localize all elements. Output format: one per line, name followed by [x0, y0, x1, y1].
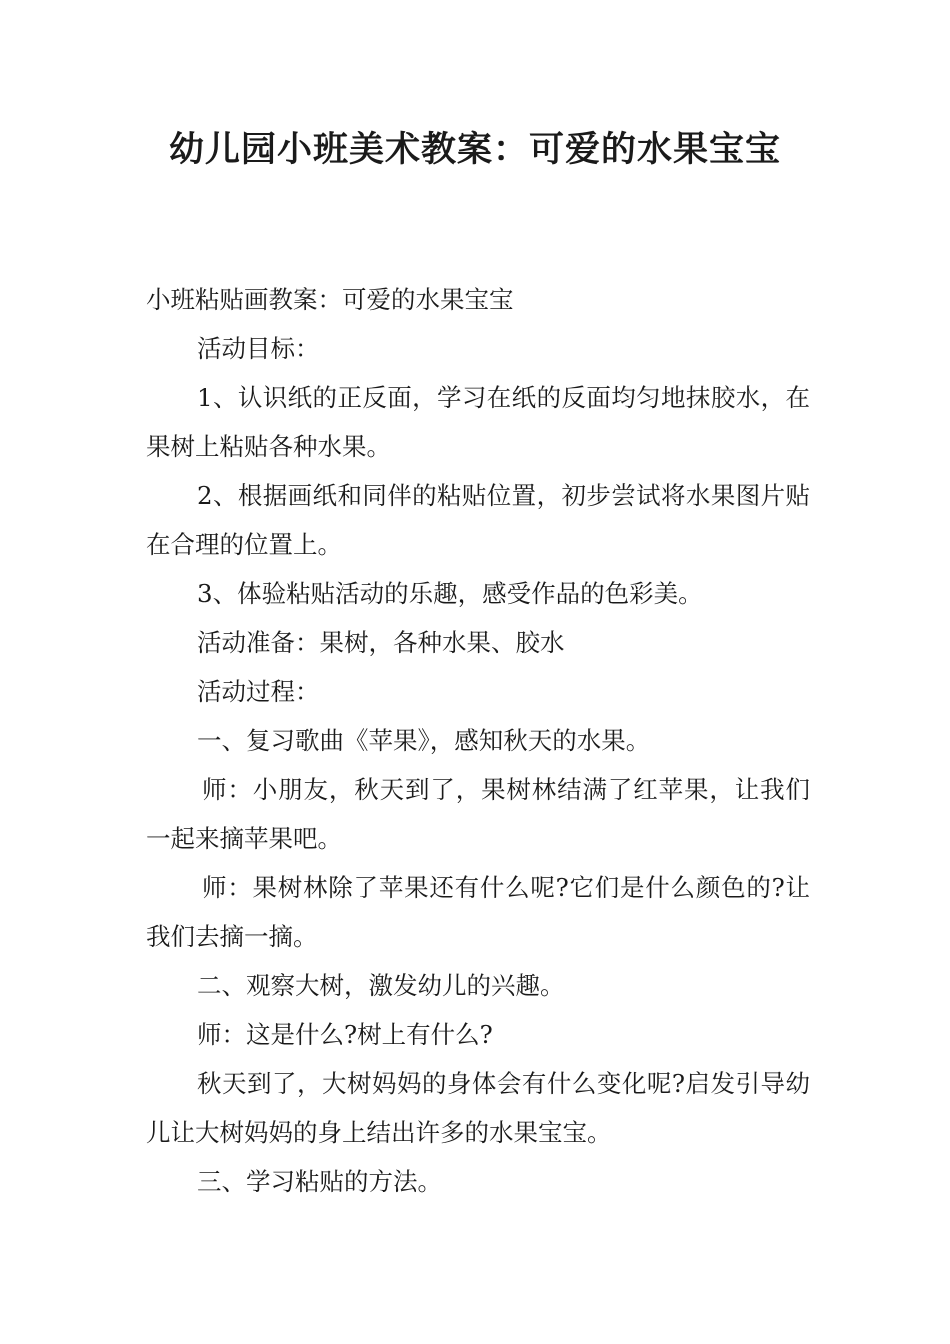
document-title: 幼儿园小班美术教案：可爱的水果宝宝 [168, 130, 781, 170]
paragraph-teacher-2: 师：果树林除了苹果还有什么呢?它们是什么颜色的?让我们去摘一摘。 [146, 873, 810, 951]
paragraph-step-3: 三、学习粘贴的方法。 [197, 1167, 442, 1196]
paragraph-goal-2: 2、根据画纸和同伴的粘贴位置，初步尝试将水果图片贴在合理的位置上。 [146, 481, 810, 559]
paragraph-process-heading: 活动过程： [197, 677, 320, 706]
document-body [146, 275, 810, 1206]
paragraph-teacher-3: 师：这是什么?树上有什么? [197, 1020, 493, 1049]
paragraph-step-2: 二、观察大树，激发幼儿的兴趣。 [197, 971, 565, 1000]
paragraph-subtitle: 小班粘贴画教案：可爱的水果宝宝 [146, 285, 514, 314]
paragraph-goal-1: 1、认识纸的正反面，学习在纸的反面均匀地抹胶水，在果树上粘贴各种水果。 [146, 383, 810, 461]
paragraph-preparation: 活动准备：果树，各种水果、胶水 [197, 628, 565, 657]
paragraph-step-1: 一、复习歌曲《苹果》，感知秋天的水果。 [197, 726, 651, 755]
paragraph-autumn: 秋天到了，大树妈妈的身体会有什么变化呢?启发引导幼儿让大树妈妈的身上结出许多的水果宝宝。 [146, 1069, 810, 1147]
paragraph-goals-heading: 活动目标： [197, 334, 320, 363]
paragraph-goal-3: 3、体验粘贴活动的乐趣，感受作品的色彩美。 [197, 579, 703, 608]
paragraph-teacher-1: 师：小朋友，秋天到了，果树林结满了红苹果，让我们一起来摘苹果吧。 [146, 775, 810, 853]
